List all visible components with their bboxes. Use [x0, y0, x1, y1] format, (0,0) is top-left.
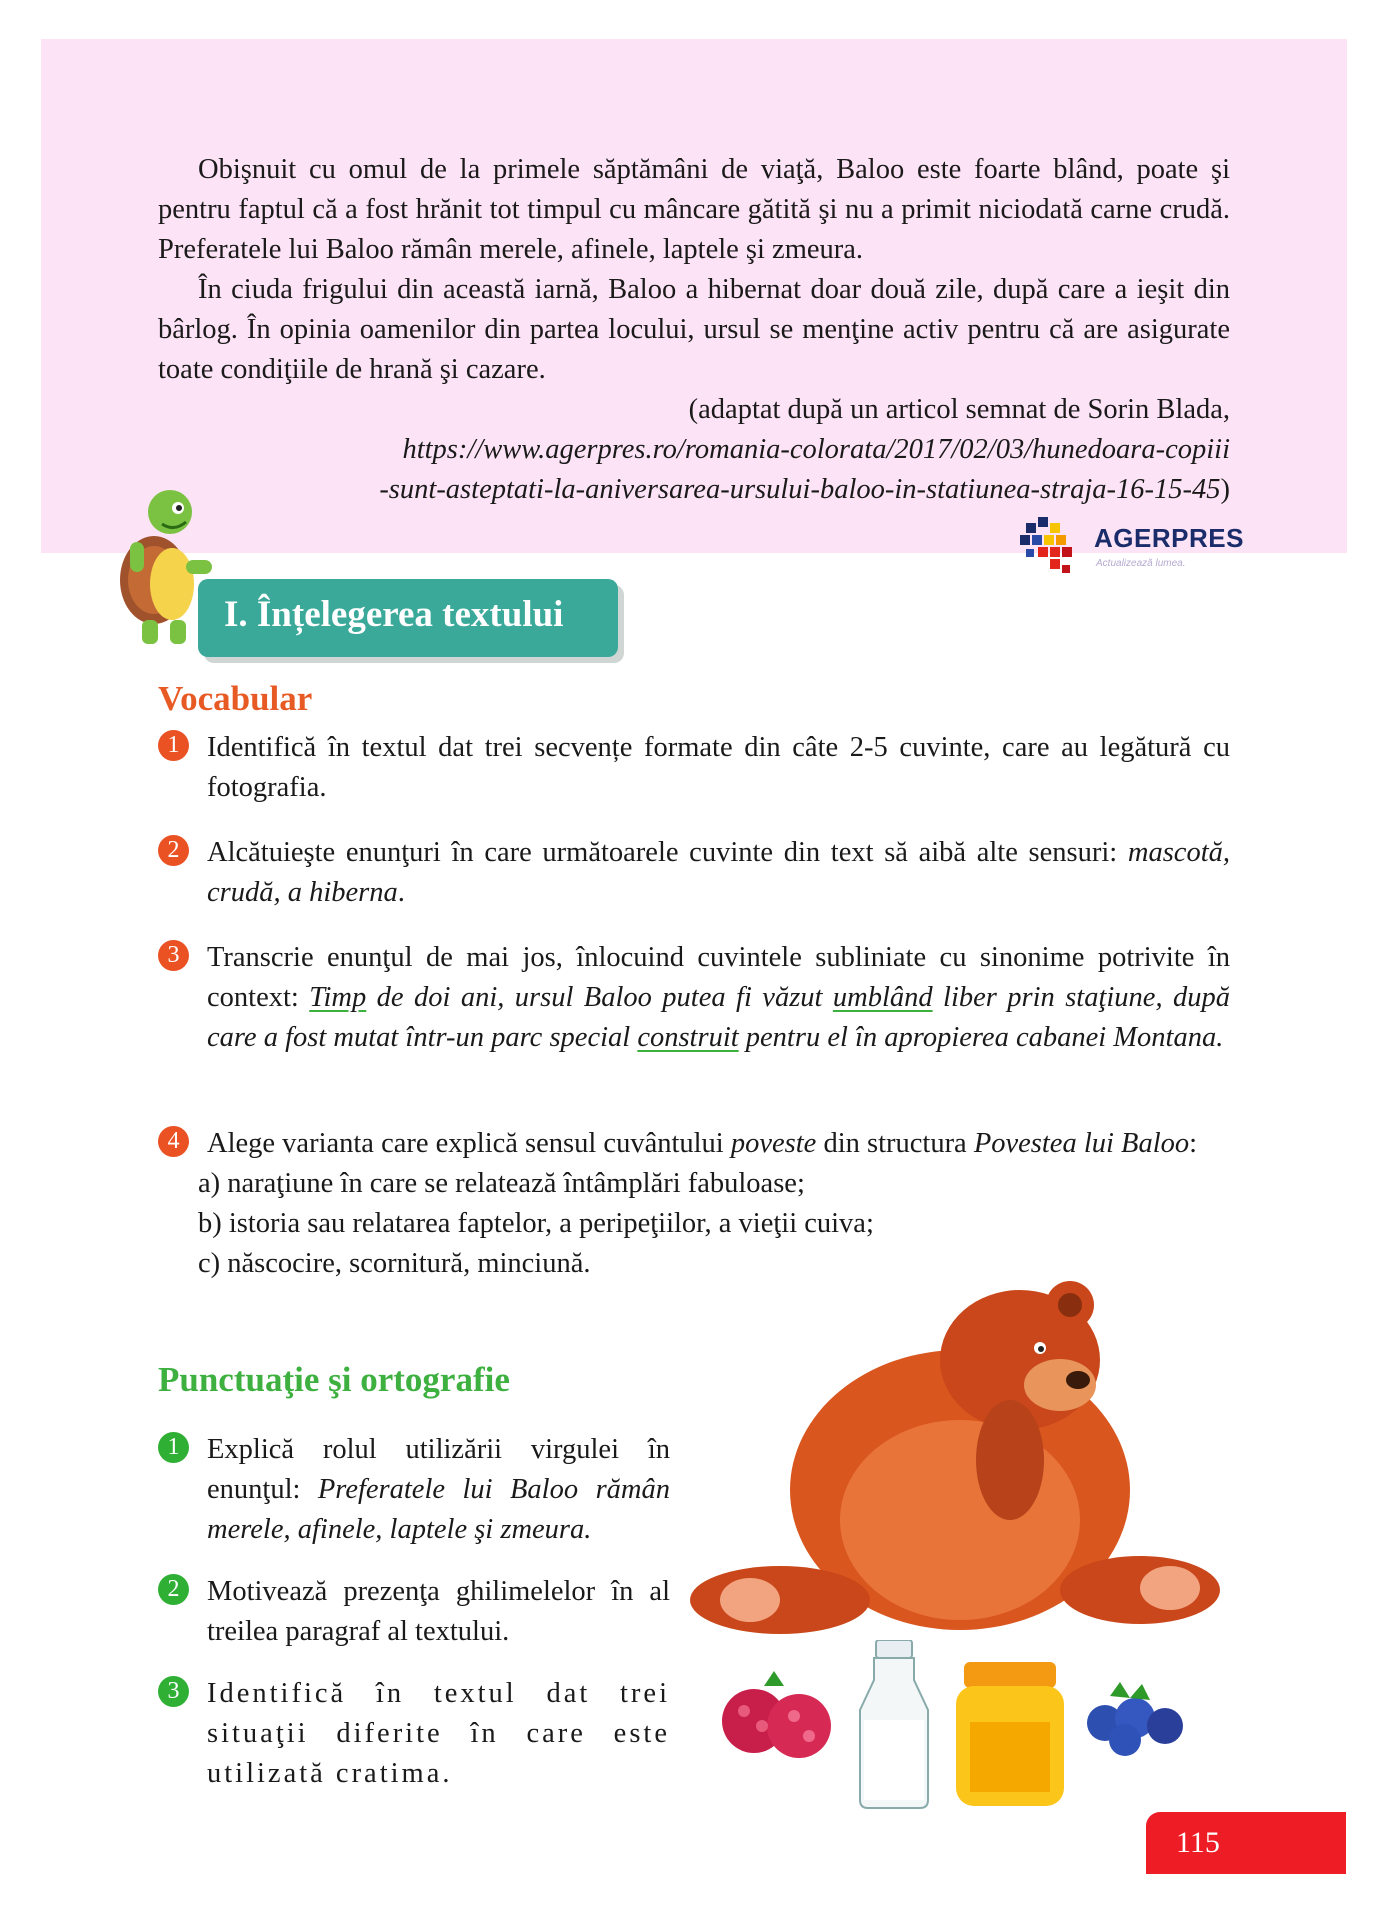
item-intro: Transcrie enunţul de mai jos, înlocuind cuvintele subliniate cu sinonime potrivite în context: [207, 942, 1230, 1013]
underlined-word-timp: Timp [309, 982, 367, 1013]
source-url-part-1: https://www.agerpres.ro/romania-colorata/2017/02/03/hunedoara-copiii [402, 434, 1230, 465]
sentence-part: pentru el în apropierea cabanei Montana. [738, 1022, 1224, 1053]
underlined-word-construit: construit [637, 1022, 739, 1053]
milk-bottle-icon [854, 1640, 934, 1810]
punctuatie-heading: Punctuaţie şi ortografie [158, 1360, 510, 1399]
punctuatie-item-2 [158, 1572, 670, 1652]
item-number: 2 [158, 1574, 189, 1605]
item-number: 1 [158, 730, 189, 761]
section-title: I. Înțelegerea textului [224, 594, 564, 635]
item-text [207, 833, 1230, 913]
item-end: . [397, 877, 405, 908]
agerpres-logo [1012, 513, 1244, 583]
source-url-line-1 [402, 430, 1230, 470]
item-text-part: Alege varianta care explică sensul cuvântului [207, 1128, 731, 1159]
turtle-mascot-icon [112, 480, 222, 650]
item-text [207, 1124, 1230, 1164]
vocabular-item-3 [158, 938, 1230, 1058]
punctuatie-item-3 [158, 1674, 670, 1794]
source-attribution: (adaptat după un articol semnat de Sorin Blada, [688, 394, 1230, 425]
raspberries-icon [714, 1666, 844, 1766]
sentence-part: liber prin staţiune, după care a fost mutat într-un parc special [207, 982, 1230, 1053]
item-text: Identifică în textul dat trei situaţii diferite în care este utilizată cratima. [207, 1678, 670, 1789]
item-words: mascotă, crudă, a hiberna [207, 837, 1230, 908]
vocabular-heading: Vocabular [158, 679, 313, 718]
honey-jar-icon [950, 1662, 1070, 1812]
vocabular-item-1 [158, 728, 1230, 808]
item-text: Identifică în textul dat trei secvențe formate din câte 2-5 cuvinte, care au legătură cu fotografia. [207, 732, 1230, 803]
item-text-part: Explică rolul utilizării virgulei în enunţul: [207, 1434, 670, 1505]
item-number: 3 [158, 940, 189, 971]
underlined-word-umbland: umblând [832, 982, 933, 1013]
reading-paragraph-2: În ciuda frigului din această iarnă, Baloo a hibernat doar două zile, după care a ieşit din bârlog. În opinia oamenilor din partea locului, ursul se menţine activ pentru că are asigurate toate condiţiile de hrană şi cazare. [158, 274, 1230, 385]
item-text-part: : [1189, 1128, 1198, 1159]
vocabular-item-4 [158, 1124, 1230, 1284]
agerpres-tagline: Actualizează lumea. [1096, 558, 1186, 569]
item-text-main: Alcătuieşte enunţuri în care următoarele cuvinte din text să aibă alte sensuri: [207, 837, 1118, 868]
bear-illustration-icon [690, 1270, 1220, 1640]
sentence-part: de doi ani, ursul Baloo putea fi văzut [366, 982, 833, 1013]
item-text [207, 938, 1230, 1058]
item-number: 2 [158, 835, 189, 866]
item-text-part: din structura [816, 1128, 974, 1159]
page-number [1146, 1812, 1346, 1874]
option-c: c) născocire, scornitură, minciună. [198, 1248, 591, 1279]
agerpres-name: AGERPRES [1094, 523, 1244, 553]
reading-paragraph-1: Obişnuit cu omul de la primele săptămâni de viaţă, Baloo este foarte blând, poate şi pentru faptul că a fost hrănit tot timpul cu mâncare gătită şi nu a primit niciodată carne crudă. Preferatele lui Baloo rămân merele, afinele, laptele şi zmeura. [158, 154, 1230, 265]
option-b: b) istoria sau relatarea faptelor, a peripeţiilor, a vieţii cuiva; [198, 1208, 874, 1239]
item-number: 1 [158, 1432, 189, 1463]
section-banner [198, 579, 618, 657]
item-number: 3 [158, 1676, 189, 1707]
item-quote: Preferatele lui Baloo rămân merele, afinele, laptele şi zmeura. [207, 1474, 670, 1545]
option-a: a) naraţiune în care se relatează întâmplări fabuloase; [198, 1168, 805, 1199]
source-url-part-2: -sunt-asteptati-la-aniversarea-ursului-baloo-in-statiunea-straja-16-15-45 [379, 474, 1221, 505]
page-number-label: 115 [1176, 1826, 1220, 1859]
source-close-paren: ) [1220, 474, 1230, 505]
punctuatie-item-1 [158, 1430, 670, 1550]
item-text [207, 1430, 670, 1550]
item-text: Motivează prezenţa ghilimelelor în al treilea paragraf al textului. [207, 1576, 670, 1647]
vocabular-item-2 [158, 833, 1230, 913]
blueberries-icon [1080, 1678, 1190, 1758]
source-url-line-2 [379, 470, 1230, 510]
item-number: 4 [158, 1126, 189, 1157]
item-phrase: Povestea lui Baloo [973, 1128, 1190, 1159]
item-word-poveste: poveste [730, 1128, 817, 1159]
agerpres-mark-icon [1012, 513, 1092, 583]
